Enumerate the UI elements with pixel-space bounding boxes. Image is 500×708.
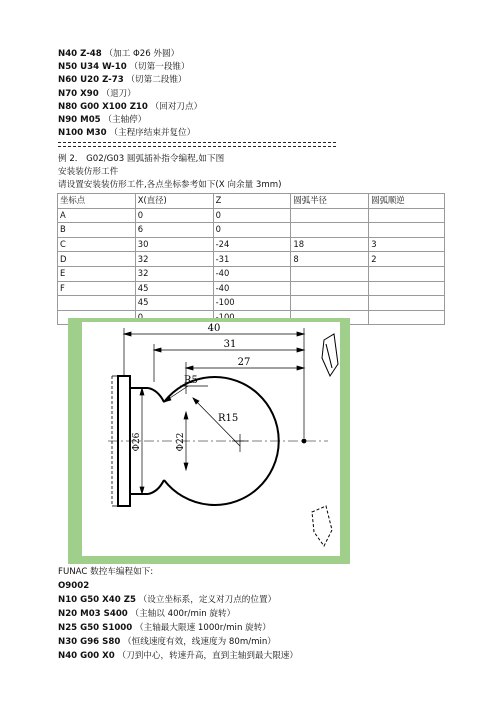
dim-27-label: 27 <box>237 357 251 368</box>
program-line <box>58 608 235 620</box>
nc-code: N40 G00 X0 <box>58 651 115 661</box>
nc-code: N90 M05 <box>58 115 101 125</box>
program-line <box>58 74 187 86</box>
table-cell: 18 <box>291 237 369 252</box>
nc-comment: （刀到中心，转速升高，直到主轴到最大限速） <box>117 651 298 661</box>
program-line <box>58 594 276 606</box>
table-cell <box>369 310 445 325</box>
program-line <box>58 650 298 662</box>
dim-r5-label: R5 <box>184 375 198 386</box>
program-line <box>58 88 136 100</box>
table-cell: D <box>58 252 136 267</box>
example-subtitle: 安装装仿形工件 <box>58 167 119 177</box>
table-header: 圆弧顺逆 <box>369 194 445 209</box>
coordinates-table <box>57 193 445 325</box>
nc-comment: （主轴以 400r/min 旋转） <box>130 609 236 619</box>
nc-code: N25 G50 S1000 <box>58 623 133 633</box>
table-cell: 0 <box>213 223 291 238</box>
table-cell: 0 <box>213 208 291 223</box>
nc-comment: （切第二段锥） <box>126 75 187 85</box>
table-row <box>58 237 445 252</box>
drawing-canvas <box>82 322 340 556</box>
table-row <box>58 266 445 281</box>
table-cell: 32 <box>135 252 213 267</box>
table-header-row <box>58 194 445 209</box>
program-number: O9002 <box>58 581 90 591</box>
dim-r15-label: R15 <box>218 413 239 424</box>
table-header: 圆弧半径 <box>291 194 369 209</box>
table-cell: -24 <box>213 237 291 252</box>
nc-comment: （切第一段锥） <box>129 62 190 72</box>
table-cell: E <box>58 266 136 281</box>
nc-code: N10 G50 X40 Z5 <box>58 595 136 605</box>
nc-comment: （恒线速度有效，线速度为 80m/min） <box>123 637 276 647</box>
table-cell <box>291 223 369 238</box>
table-cell <box>369 208 445 223</box>
dim-40-label: 40 <box>207 323 221 334</box>
table-cell: -40 <box>213 266 291 281</box>
nc-comment: （主程序结束并复位） <box>109 128 196 138</box>
table-cell <box>58 296 136 311</box>
program-line <box>58 48 179 60</box>
nc-code: N60 U20 Z-73 <box>58 75 124 85</box>
table-header: X(直径) <box>135 194 213 209</box>
table-header: 坐标点 <box>58 194 136 209</box>
table-cell: B <box>58 223 136 238</box>
table-row <box>58 252 445 267</box>
table-cell: C <box>58 237 136 252</box>
table-row <box>58 223 445 238</box>
nc-comment: （回对刀点） <box>150 102 203 112</box>
program-line <box>58 114 146 126</box>
nc-code: N80 G00 X100 Z10 <box>58 102 148 112</box>
program-line <box>58 636 276 648</box>
table-cell: 32 <box>135 266 213 281</box>
table-cell: -31 <box>213 252 291 267</box>
example-title: 例 2． G02/G03 圆弧插补指令编程,如下图 <box>58 154 225 164</box>
dim-phi26-label: Φ26 <box>132 432 142 452</box>
table-cell: 8 <box>291 252 369 267</box>
table-cell: -100 <box>213 296 291 311</box>
separator <box>58 142 336 147</box>
table-cell: 3 <box>369 237 445 252</box>
table-row <box>58 208 445 223</box>
program-line <box>58 61 190 73</box>
table-cell: 0 <box>135 208 213 223</box>
table-cell <box>291 296 369 311</box>
table-row <box>58 281 445 296</box>
table-cell <box>291 208 369 223</box>
table-cell: 2 <box>369 252 445 267</box>
program-line <box>58 101 202 113</box>
point-marker <box>302 439 307 444</box>
nc-code: N100 M30 <box>58 128 107 138</box>
program-heading: FUNAC 数控车编程如下: <box>58 567 154 577</box>
nc-comment: （主轴停） <box>103 115 147 125</box>
table-cell <box>369 296 445 311</box>
nc-comment: （主轴最大限速 1000r/min 旋转） <box>135 623 271 633</box>
table-cell: 45 <box>135 281 213 296</box>
table-cell <box>369 266 445 281</box>
nc-code: N40 Z-48 <box>58 49 102 59</box>
nc-comment: （加工 Φ26 外圆） <box>104 49 180 59</box>
nc-code: N30 G96 S80 <box>58 637 121 647</box>
table-cell: F <box>58 281 136 296</box>
nc-code: N50 U34 W-10 <box>58 62 127 72</box>
table-cell: A <box>58 208 136 223</box>
dim-31-label: 31 <box>223 339 237 350</box>
program-line <box>58 127 195 139</box>
table-cell: 6 <box>135 223 213 238</box>
table-cell: 30 <box>135 237 213 252</box>
table-cell <box>369 223 445 238</box>
nc-code: N20 M03 S400 <box>58 609 128 619</box>
example-note: 请设置安装装仿形工件,各点坐标参考如下(X 向余量 3mm) <box>58 180 282 190</box>
table-cell: -40 <box>213 281 291 296</box>
table-cell <box>291 281 369 296</box>
table-row <box>58 296 445 311</box>
nc-comment: （设立坐标系，定义对刀点的位置） <box>138 595 277 605</box>
nc-comment: （退刀） <box>101 89 136 99</box>
dim-phi22-label: Φ22 <box>176 432 186 452</box>
nc-code: N70 X90 <box>58 89 99 99</box>
table-cell <box>369 281 445 296</box>
table-cell: 45 <box>135 296 213 311</box>
table-header: Z <box>213 194 291 209</box>
table-cell <box>291 266 369 281</box>
program-line <box>58 622 271 634</box>
part-drawing <box>68 318 350 564</box>
